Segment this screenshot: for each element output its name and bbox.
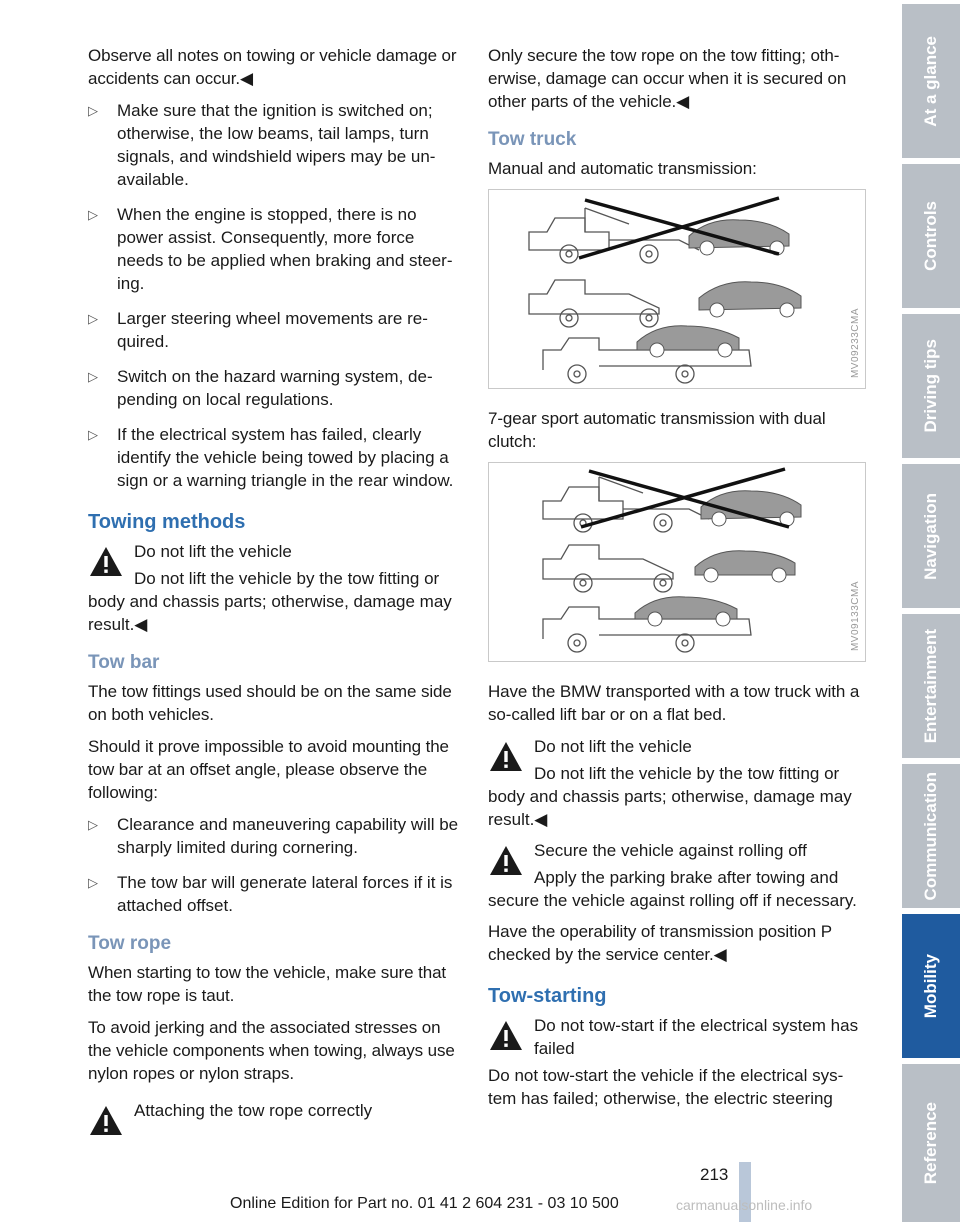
tab-driving-tips[interactable]: Driving tips [902, 314, 960, 458]
list-item: ▷ If the electrical system has failed, clearly identify the vehicle being towed by placing a sign or a warning triangle in the rear window. [88, 425, 454, 490]
transmission-label: Manual and automatic transmission: [488, 159, 757, 178]
list-item: ▷ Make sure that the ignition is switched on; otherwise, the low beams, tail lamps, turn signals, and windshield wipers may be unavailable. [88, 101, 436, 189]
transmission-label: 7-gear sport automatic transmission with dual clutch: [488, 409, 826, 451]
tow-bar-heading: Tow bar [88, 652, 160, 673]
page-number: 213 [700, 1165, 729, 1184]
list-item: ▷ Switch on the hazard warning system, depending on local regulations. [88, 367, 433, 409]
right-column [488, 44, 864, 1118]
chapter-sidebar [900, 0, 960, 1222]
bullet-icon: ▷ [88, 207, 98, 222]
bullet-icon: ▷ [88, 311, 98, 326]
bullet-icon: ▷ [88, 817, 98, 832]
left-column [88, 44, 462, 1141]
tow-truck-heading: Tow truck [488, 129, 577, 150]
warning-title: Do not lift the vehicle [134, 542, 292, 561]
tab-at-a-glance[interactable]: At a glance [902, 4, 960, 158]
tab-entertainment[interactable]: Entertainment [902, 614, 960, 758]
intro-text: Observe all notes on towing or vehicle damage or accidents can occur.◀ [88, 46, 457, 88]
figure-code: MV09133CMA [850, 581, 861, 652]
bullet-icon: ▷ [88, 875, 98, 890]
watermark: carmanualsonline.info [676, 1197, 813, 1213]
page-number-bar [739, 1162, 751, 1222]
warning-triangle-icon [488, 1018, 524, 1054]
edition-footer: Online Edition for Part no. 01 41 2 604 231 - 03 10 500 [230, 1195, 619, 1212]
continued-text: Only secure the tow rope on the tow fitting; otherwise, damage can occur when it is secured on other parts of the vehicle.◀ [488, 46, 847, 111]
bullet-icon: ▷ [88, 427, 98, 442]
list-item: ▷ The tow bar will generate lateral forces if it is attached offset. [88, 873, 453, 915]
warning-block [88, 540, 462, 636]
warning-title: Do not tow-start if the electrical system has failed [534, 1016, 859, 1058]
warning-block [488, 1014, 864, 1110]
figure-code: MV09233CMA [850, 308, 861, 379]
warning-triangle-icon [488, 843, 524, 879]
list-item: ▷ Clearance and maneuvering capability will be sharply limited during cornering. [88, 815, 459, 857]
tow-truck-illustration-2 [488, 462, 866, 662]
warning-title: Secure the vehicle against rolling off [534, 841, 807, 860]
list-item: ▷ When the engine is stopped, there is no power assist. Consequently, more force needs to be applied when braking and steering. [88, 205, 453, 293]
warning-title: Attaching the tow rope correctly [134, 1101, 373, 1120]
tow-rope-text: When starting to tow the vehicle, make sure that the tow rope is taut. [88, 963, 447, 1005]
tow-truck-drawing [489, 463, 865, 661]
tow-truck-drawing [489, 190, 865, 388]
warning-block [88, 1099, 462, 1122]
tow-truck-illustration-1 [488, 189, 866, 389]
list-item: ▷ Larger steering wheel movements are required. [88, 309, 428, 351]
warning-body: Do not lift the vehicle by the tow fitting or body and chassis parts; otherwise, damage may result.◀ [88, 569, 452, 634]
warning-body: Do not lift the vehicle by the tow fitting or body and chassis parts; otherwise, damage may result.◀ [488, 764, 852, 829]
towing-methods-heading: Towing methods [88, 511, 246, 533]
warning-triangle-icon [488, 739, 524, 775]
warning-block [488, 735, 864, 831]
bullet-icon: ▷ [88, 103, 98, 118]
warning-title: Do not lift the vehicle [534, 737, 692, 756]
operability-text: Have the operability of transmission position P checked by the service center.◀ [488, 922, 832, 964]
tab-communication[interactable]: Communication [902, 764, 960, 908]
tab-reference[interactable]: Reference [902, 1064, 960, 1222]
tab-controls[interactable]: Controls [902, 164, 960, 308]
tow-bar-text: The tow fittings used should be on the same side on both vehicles. [88, 682, 452, 724]
tow-rope-text: To avoid jerking and the associated stresses on the vehicle components when towing, always use nylon ropes or nylon straps. [88, 1018, 455, 1083]
tab-mobility[interactable]: Mobility [902, 914, 960, 1058]
bullet-icon: ▷ [88, 369, 98, 384]
warning-body: Do not tow-start the vehicle if the electrical system has failed; otherwise, the electric steering [488, 1066, 844, 1108]
tow-rope-heading: Tow rope [88, 933, 172, 954]
warning-body: Apply the parking brake after towing and secure the vehicle against rolling off if necessary. [488, 868, 857, 910]
warning-triangle-icon [88, 1103, 124, 1139]
bullet-list-2 [88, 813, 462, 917]
tab-navigation[interactable]: Navigation [902, 464, 960, 608]
tow-starting-heading: Tow-starting [488, 985, 607, 1007]
warning-block [488, 839, 864, 912]
transport-text: Have the BMW transported with a tow truck with a so-called lift bar or on a flat bed. [488, 682, 860, 724]
bullet-list-1 [88, 99, 462, 492]
tow-bar-text: Should it prove impossible to avoid mounting the tow bar at an offset angle, please observe the following: [88, 737, 449, 802]
warning-triangle-icon [88, 544, 124, 580]
